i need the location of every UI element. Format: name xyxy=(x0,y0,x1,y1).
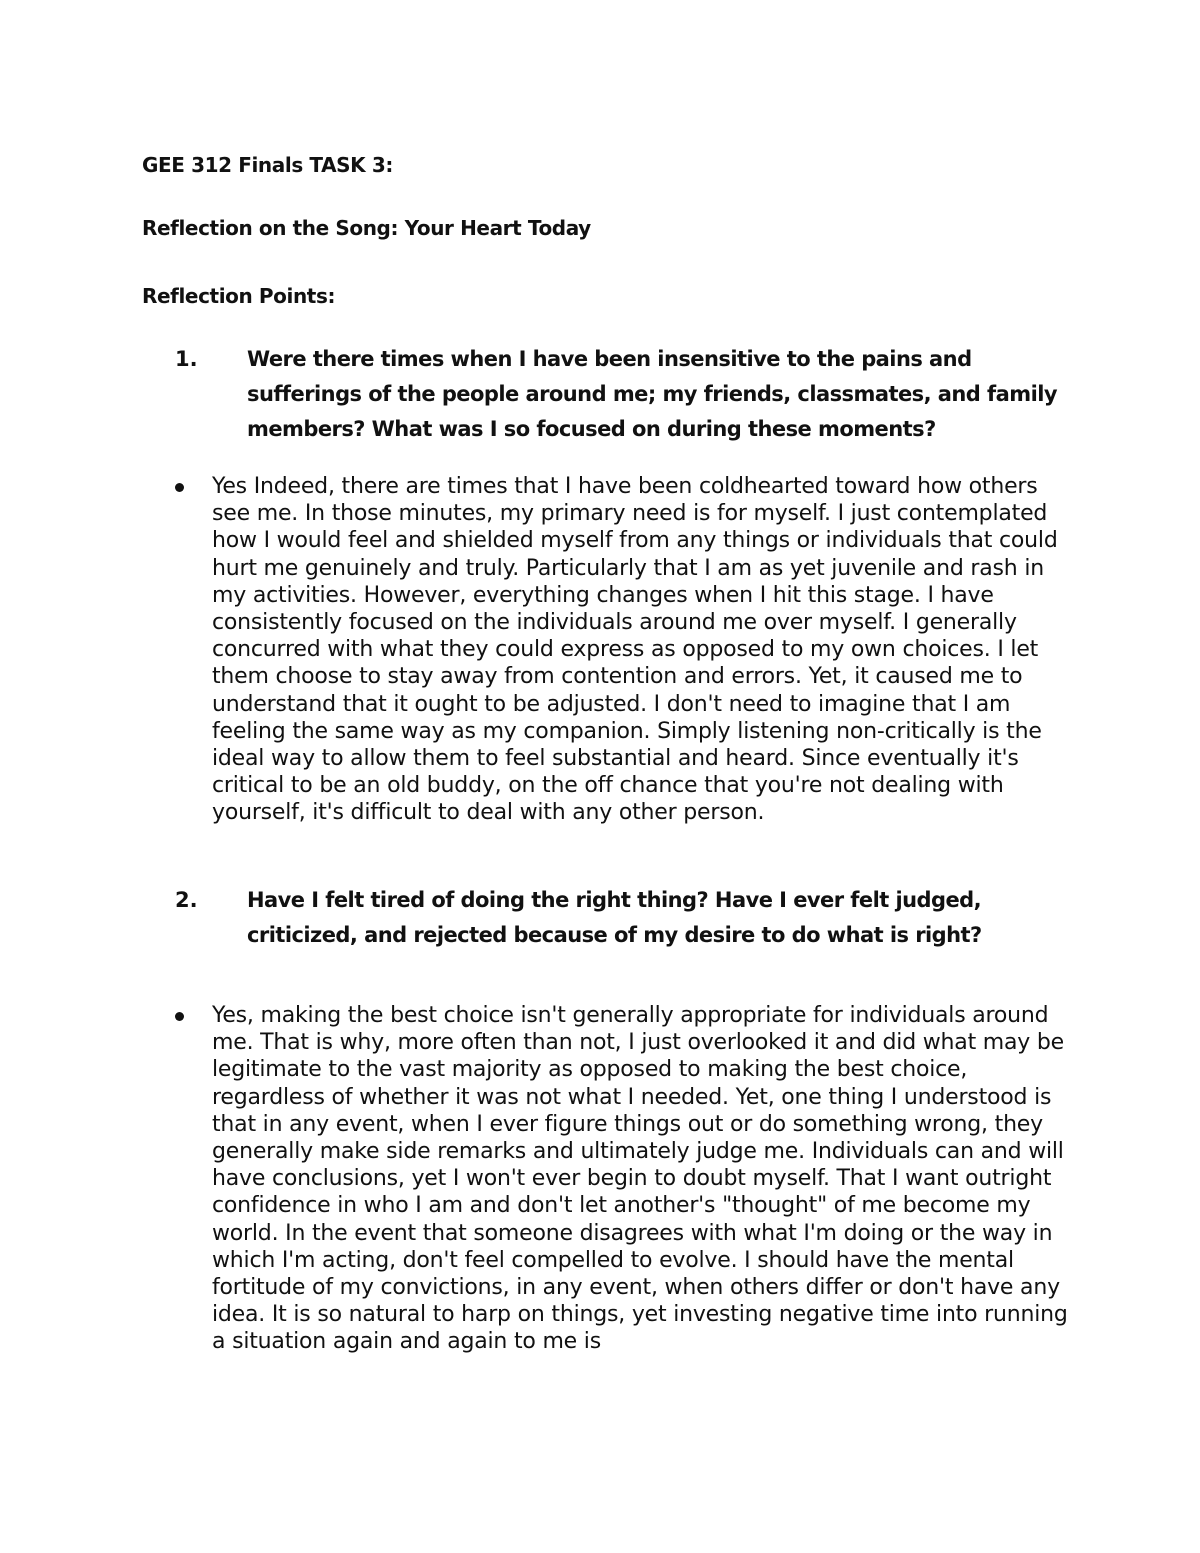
document-title: GEE 312 Finals TASK 3: xyxy=(142,153,393,177)
section-label: Reflection Points: xyxy=(142,284,336,308)
question-number: 2. xyxy=(175,888,198,912)
document-subtitle: Reflection on the Song: Your Heart Today xyxy=(142,216,591,240)
question-text: Were there times when I have been insensitive to the pains and sufferings of the people around me; my friends, classmates, and family members? What was I so focused on during these moments? xyxy=(247,347,1058,441)
bullet-icon xyxy=(175,483,184,492)
bullet-icon xyxy=(175,1012,184,1021)
answer-text: Yes Indeed, there are times that I have been coldhearted toward how others see me. In those minutes, my primary need is for myself. I just contemplated how I would feel and shielded myself from any things or individuals that could hurt me genuinely and truly. Particularly that I am as yet juvenile and rash in my activities. However, everything changes when I hit this stage. I have consistently focused on the individuals around me over myself. I generally concurred with what they could express as opposed to my own choices. I let them choose to stay away from contention and errors. Yet, it caused me to understand that it ought to be adjusted. I don't need to imagine that I am feeling the same way as my companion. Simply listening non-critically is the ideal way to allow them to feel substantial and heard. Since eventually it's critical to be an old buddy, on the off chance that you're not dealing with yourself, it's difficult to deal with any other person. xyxy=(212,474,1058,826)
question-text: Have I felt tired of doing the right thing? Have I ever felt judged, criticized, and rejected because of my desire to do what is right? xyxy=(247,888,982,947)
answer-text: Yes, making the best choice isn't generally appropriate for individuals around me. That is why, more often than not, I just overlooked it and did what may be legitimate to the vast majority as opposed to making the best choice, regardless of whether it was not what I needed. Yet, one thing I understood is that in any event, when I ever figure things out or do something wrong, they generally make side remarks and ultimately judge me. Individuals can and will have conclusions, yet I won't ever begin to doubt myself. That I want outright confidence in who I am and don't let another's "thought" of me become my world. In the event that someone disagrees with what I'm doing or the way in which I'm acting, don't feel compelled to evolve. I should have the mental fortitude of my convictions, in any event, when others differ or don't have any idea. It is so natural to harp on things, yet investing negative time into running a situation again and again to me is xyxy=(212,1003,1068,1355)
question-number: 1. xyxy=(175,347,198,371)
